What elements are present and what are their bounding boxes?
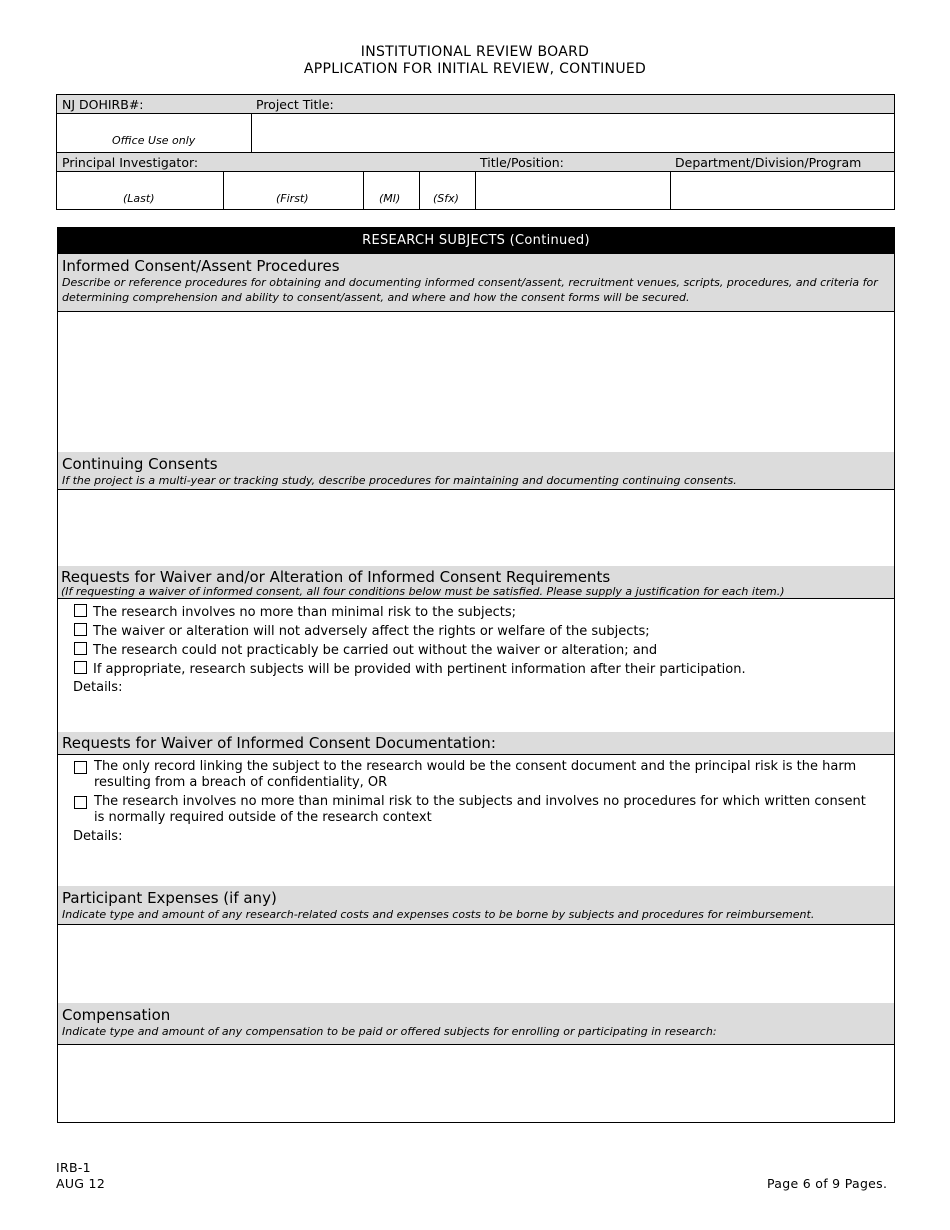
waiver-alteration-item-label: The research could not practicably be carried out without the waiver or alteration; and [93,643,658,658]
continuing-consents-section [57,452,895,567]
pi-first-hint: (First) [276,192,309,205]
participant-expenses-field[interactable] [58,925,894,1003]
informed-consent-header [58,254,894,312]
waiver-alteration-description: (If requesting a waiver of informed consent, all four conditions below must be satisfied. Please supply a justification for each item.) [61,585,785,598]
department-field[interactable] [670,171,895,210]
waiver-alteration-item[interactable] [74,623,650,640]
waiver-documentation-section [57,732,895,887]
participant-expenses-section [57,886,895,1004]
form-title-line1: INSTITUTIONAL REVIEW BOARD [360,44,590,60]
form-title-line2: APPLICATION FOR INITIAL REVIEW, CONTINUED [303,61,647,77]
pi-last-hint: (Last) [123,192,155,205]
page-number: Page 6 of 9 Pages. [767,1176,888,1191]
waiver-alteration-heading: Requests for Waiver and/or Alteration of Informed Consent Requirements [61,568,611,586]
pi-sfx-hint: (Sfx) [433,192,459,205]
waiver-alteration-item[interactable] [74,661,746,678]
form-date: AUG 12 [56,1176,106,1191]
informed-consent-heading: Informed Consent/Assent Procedures [62,257,340,275]
title-position-label: Title/Position: [480,155,564,170]
waiver-alteration-section [57,566,895,733]
irb-number-label: NJ DOHIRB#: [62,97,144,112]
compensation-section [57,1003,895,1123]
checkbox[interactable] [74,642,87,655]
compensation-header [58,1003,894,1045]
informed-consent-field[interactable] [58,312,894,452]
waiver-alteration-item-label: The research involves no more than minimal risk to the subjects; [93,605,517,620]
waiver-alteration-item[interactable] [74,604,516,621]
waiver-alteration-item-label: The waiver or alteration will not adversely affect the rights or welfare of the subjects; [93,624,650,639]
waiver-alteration-item[interactable] [74,642,657,659]
informed-consent-description: Describe or reference procedures for obtaining and documenting informed consent/assent, recruitment venues, scripts, procedures, and criteria for determining comprehension and ability to consent/assent, and where and how the consent forms will be secured. [62,276,878,304]
pi-last-field[interactable] [56,171,224,210]
department-label: Department/Division/Program [675,155,862,170]
waiver-alteration-item-label: If appropriate, research subjects will be provided with pertinent information after their participation. [93,662,746,677]
checkbox[interactable] [74,761,87,774]
pi-sfx-field[interactable] [419,171,476,210]
continuing-consents-description: If the project is a multi-year or tracking study, describe procedures for maintaining and documenting continuing consents. [62,474,737,487]
continuing-consents-field[interactable] [58,490,894,566]
compensation-heading: Compensation [62,1006,171,1024]
pi-mi-hint: (MI) [379,192,401,205]
continuing-consents-heading: Continuing Consents [62,455,218,473]
waiver-documentation-heading: Requests for Waiver of Informed Consent Documentation: [62,734,496,752]
irb-number-field[interactable] [56,113,252,153]
department-label-cell [670,152,895,172]
waiver-documentation-item-label: The research involves no more than minimal risk to the subjects and involves no procedures for which written consent is normally required outside of the research context [94,794,866,825]
title-position-label-cell [475,152,671,172]
project-title-label: Project Title: [256,97,334,112]
waiver-alteration-body [58,599,894,732]
irb-number-label-cell [56,94,252,114]
waiver-documentation-body [58,755,894,886]
pi-mi-field[interactable] [363,171,420,210]
project-title-field[interactable] [251,113,895,153]
participant-expenses-description: Indicate type and amount of any research-related costs and expenses costs to be borne by subjects and procedures for reimbursement. [62,908,815,921]
waiver-documentation-header [58,732,894,755]
checkbox[interactable] [74,796,87,809]
waiver-documentation-details-label: Details: [73,829,123,844]
compensation-field[interactable] [58,1045,894,1122]
office-use-only-note: Office Use only [112,134,196,147]
checkbox[interactable] [74,623,87,636]
waiver-documentation-item[interactable] [74,759,874,791]
checkbox[interactable] [74,661,87,674]
continuing-consents-header [58,452,894,490]
participant-expenses-heading: Participant Expenses (if any) [62,889,277,907]
project-title-label-cell [251,94,895,114]
compensation-description: Indicate type and amount of any compensation to be paid or offered subjects for enrolling or participating in research: [62,1025,717,1038]
title-position-field[interactable] [475,171,671,210]
form-id: IRB-1 [56,1160,91,1175]
research-subjects-band: RESEARCH SUBJECTS (Continued) [57,227,895,254]
participant-expenses-header [58,886,894,925]
checkbox[interactable] [74,604,87,617]
waiver-documentation-item-label: The only record linking the subject to the research would be the consent document and the principal risk is the harm resulting from a breach of confidentiality, OR [94,759,857,790]
informed-consent-section [57,254,895,453]
waiver-alteration-header [58,566,894,599]
waiver-documentation-item[interactable] [74,794,874,826]
pi-label: Principal Investigator: [62,155,199,170]
waiver-alteration-details-label: Details: [73,680,123,695]
pi-label-cell [56,152,476,172]
pi-first-field[interactable] [223,171,364,210]
